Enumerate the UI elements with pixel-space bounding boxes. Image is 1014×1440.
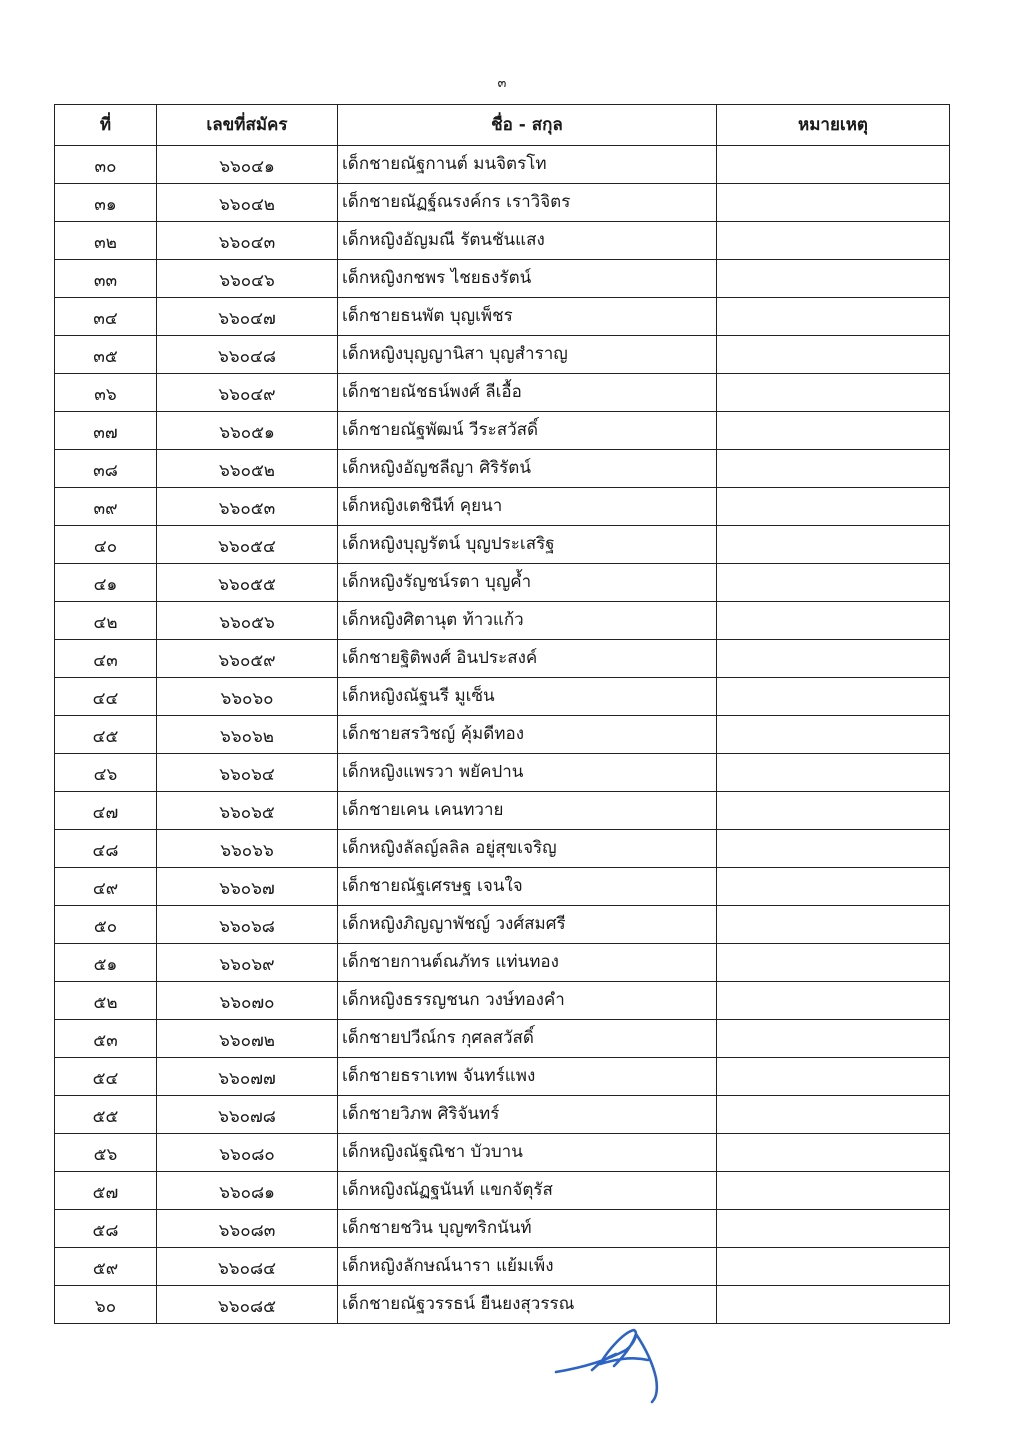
row-remark [717,222,950,260]
row-name: เด็กหญิงบุญรัตน์ บุญประเสริฐ [338,526,717,564]
row-app-no: ๖๖๐๕๕ [157,564,338,602]
table-row [55,146,950,184]
table-row [55,1096,950,1134]
row-remark [717,146,950,184]
table-row [55,1020,950,1058]
table-row [55,868,950,906]
row-name: เด็กหญิงณัฐนรี มูเซ็น [338,678,717,716]
row-remark [717,906,950,944]
table-row [55,564,950,602]
table-row [55,298,950,336]
table-row [55,830,950,868]
row-no: ๔๒ [55,602,157,640]
header-remark: หมายเหตุ [717,105,950,146]
row-name: เด็กชายสรวิชญ์ คุ้มดีทอง [338,716,717,754]
row-remark [717,1134,950,1172]
row-name: เด็กหญิงลัลญ์ลลิล อยู่สุขเจริญ [338,830,717,868]
row-app-no: ๖๖๐๕๑ [157,412,338,450]
row-no: ๓๗ [55,412,157,450]
row-remark [717,1172,950,1210]
row-no: ๔๙ [55,868,157,906]
row-app-no: ๖๖๐๖๘ [157,906,338,944]
table-row [55,982,950,1020]
row-name: เด็กหญิงธรรญชนก วงษ์ทองคำ [338,982,717,1020]
row-remark [717,830,950,868]
row-no: ๕๗ [55,1172,157,1210]
row-app-no: ๖๖๐๔๒ [157,184,338,222]
table-row [55,906,950,944]
row-app-no: ๖๖๐๖๖ [157,830,338,868]
row-no: ๕๑ [55,944,157,982]
row-no: ๕๖ [55,1134,157,1172]
row-app-no: ๖๖๐๖๕ [157,792,338,830]
row-name: เด็กชายณัฐเศรษฐ เจนใจ [338,868,717,906]
table-row [55,1058,950,1096]
table-row [55,754,950,792]
header-name: ชื่อ - สกุล [338,105,717,146]
row-remark [717,1058,950,1096]
page-number: ๓ [497,76,507,91]
row-app-no: ๖๖๐๗๘ [157,1096,338,1134]
row-no: ๔๘ [55,830,157,868]
row-app-no: ๖๖๐๔๗ [157,298,338,336]
row-remark [717,564,950,602]
row-name: เด็กหญิงภิญญาพัชญ์ วงศ์สมศรี [338,906,717,944]
row-no: ๕๕ [55,1096,157,1134]
row-no: ๖๐ [55,1286,157,1324]
row-no: ๓๖ [55,374,157,412]
row-no: ๓๙ [55,488,157,526]
row-no: ๓๔ [55,298,157,336]
row-remark [717,298,950,336]
row-remark [717,1210,950,1248]
row-name: เด็กชายณัฏฐ์ณรงค์กร เราวิจิตร [338,184,717,222]
row-name: เด็กหญิงณัฏฐนันท์ แขกจัตุรัส [338,1172,717,1210]
table-row [55,222,950,260]
header-app-no: เลขที่สมัคร [157,105,338,146]
row-app-no: ๖๖๐๖๐ [157,678,338,716]
row-app-no: ๖๖๐๕๖ [157,602,338,640]
signature [552,1320,672,1410]
table-row [55,184,950,222]
row-no: ๔๖ [55,754,157,792]
row-remark [717,1096,950,1134]
row-remark [717,1248,950,1286]
row-app-no: ๖๖๐๕๒ [157,450,338,488]
row-app-no: ๖๖๐๕๙ [157,640,338,678]
row-no: ๓๑ [55,184,157,222]
row-app-no: ๖๖๐๔๑ [157,146,338,184]
row-name: เด็กชายณัชธน์พงศ์ ลีเอื้อ [338,374,717,412]
row-no: ๕๙ [55,1248,157,1286]
row-remark [717,450,950,488]
row-remark [717,944,950,982]
table-row [55,792,950,830]
row-name: เด็กหญิงแพรวา พยัคปาน [338,754,717,792]
row-name: เด็กหญิงณัฐณิชา บัวบาน [338,1134,717,1172]
row-app-no: ๖๖๐๔๓ [157,222,338,260]
row-name: เด็กชายธราเทพ จันทร์แพง [338,1058,717,1096]
table-body [55,146,950,1324]
row-no: ๓๓ [55,260,157,298]
registration-table [54,104,950,1324]
table-row [55,260,950,298]
table-row [55,944,950,982]
row-app-no: ๖๖๐๔๘ [157,336,338,374]
row-remark [717,716,950,754]
row-no: ๓๒ [55,222,157,260]
row-no: ๓๘ [55,450,157,488]
row-name: เด็กชายณัฐกานต์ มนจิตรโท [338,146,717,184]
row-remark [717,336,950,374]
row-no: ๕๒ [55,982,157,1020]
row-no: ๕๘ [55,1210,157,1248]
row-name: เด็กหญิงอัญชลีญา ศิริรัตน์ [338,450,717,488]
row-app-no: ๖๖๐๘๓ [157,1210,338,1248]
row-remark [717,640,950,678]
row-app-no: ๖๖๐๘๐ [157,1134,338,1172]
row-remark [717,412,950,450]
row-name: เด็กหญิงรัญชน์รตา บุญค้ำ [338,564,717,602]
row-name: เด็กชายวิภพ ศิริจันทร์ [338,1096,717,1134]
table-row [55,450,950,488]
row-app-no: ๖๖๐๖๒ [157,716,338,754]
table-row [55,678,950,716]
header-no: ที่ [55,105,157,146]
row-remark [717,184,950,222]
row-remark [717,792,950,830]
row-app-no: ๖๖๐๗๗ [157,1058,338,1096]
table-row [55,1134,950,1172]
row-no: ๔๕ [55,716,157,754]
row-no: ๓๐ [55,146,157,184]
row-no: ๔๑ [55,564,157,602]
row-remark [717,1286,950,1324]
row-app-no: ๖๖๐๔๙ [157,374,338,412]
table-row [55,640,950,678]
row-remark [717,526,950,564]
table-row [55,1286,950,1324]
row-name: เด็กชายกานต์ณภัทร แท่นทอง [338,944,717,982]
row-name: เด็กชายณัฐวรรธน์ ยืนยงสุวรรณ [338,1286,717,1324]
table-row [55,1172,950,1210]
row-name: เด็กชายปวีณ์กร กุศลสวัสดิ์ [338,1020,717,1058]
row-name: เด็กหญิงกชพร ไชยธงรัตน์ [338,260,717,298]
row-app-no: ๖๖๐๗๒ [157,1020,338,1058]
table-row [55,1210,950,1248]
row-no: ๓๕ [55,336,157,374]
row-remark [717,982,950,1020]
row-app-no: ๖๖๐๘๕ [157,1286,338,1324]
row-name: เด็กหญิงเตชินีท์ คุยนา [338,488,717,526]
row-name: เด็กหญิงศิตานุต ท้าวแก้ว [338,602,717,640]
table-row [55,526,950,564]
table-row [55,374,950,412]
row-name: เด็กชายชวิน บุญฑริกนันท์ [338,1210,717,1248]
row-name: เด็กหญิงลักษณ์นารา แย้มเพ็ง [338,1248,717,1286]
row-remark [717,678,950,716]
row-name: เด็กหญิงอัญมณี รัตนชันแสง [338,222,717,260]
row-remark [717,488,950,526]
row-app-no: ๖๖๐๕๔ [157,526,338,564]
row-remark [717,868,950,906]
table-row [55,412,950,450]
row-app-no: ๖๖๐๖๗ [157,868,338,906]
row-no: ๔๔ [55,678,157,716]
row-app-no: ๖๖๐๖๔ [157,754,338,792]
row-name: เด็กชายเคน เคนทวาย [338,792,717,830]
row-no: ๔๐ [55,526,157,564]
table-row [55,602,950,640]
table-row [55,336,950,374]
row-app-no: ๖๖๐๗๐ [157,982,338,1020]
row-app-no: ๖๖๐๖๙ [157,944,338,982]
row-remark [717,260,950,298]
table-header [55,105,950,146]
row-no: ๕๓ [55,1020,157,1058]
row-remark [717,374,950,412]
row-app-no: ๖๖๐๔๖ [157,260,338,298]
row-no: ๕๔ [55,1058,157,1096]
table-row [55,1248,950,1286]
table-row [55,716,950,754]
row-no: ๔๓ [55,640,157,678]
row-app-no: ๖๖๐๘๔ [157,1248,338,1286]
row-name: เด็กชายฐิติพงศ์ อินประสงค์ [338,640,717,678]
header-row [55,105,950,146]
row-no: ๕๐ [55,906,157,944]
row-remark [717,1020,950,1058]
table-row [55,488,950,526]
row-no: ๔๗ [55,792,157,830]
row-app-no: ๖๖๐๘๑ [157,1172,338,1210]
row-app-no: ๖๖๐๕๓ [157,488,338,526]
row-name: เด็กหญิงบุญญานิสา บุญสำราญ [338,336,717,374]
row-name: เด็กชายณัฐพัฒน์ วีระสวัสดิ์ [338,412,717,450]
row-remark [717,602,950,640]
row-name: เด็กชายธนพัต บุญเพ็ชร [338,298,717,336]
row-remark [717,754,950,792]
